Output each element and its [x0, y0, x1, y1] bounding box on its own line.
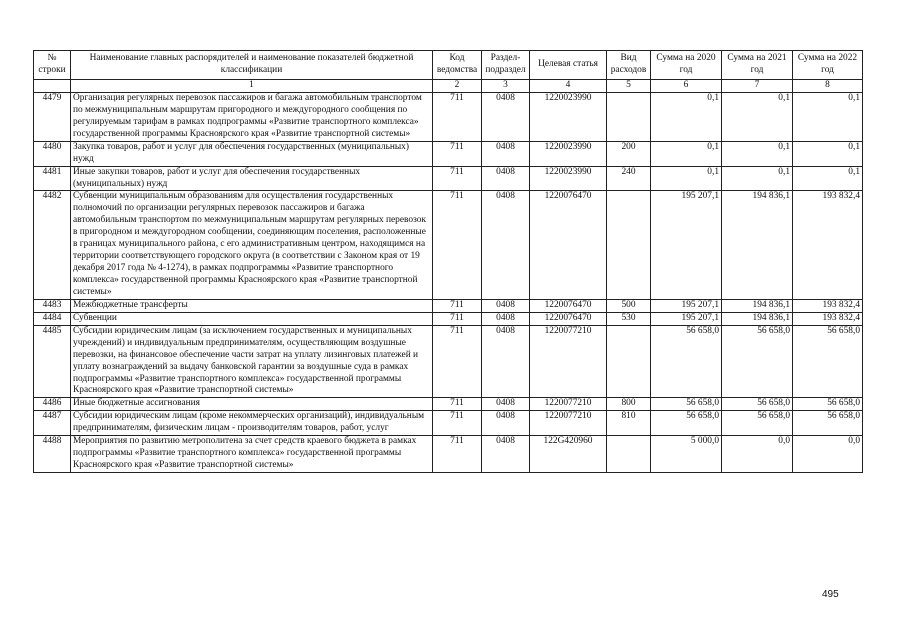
header-sum-2020: Сумма на 2020 год	[651, 51, 722, 80]
target-article-cell: 1220023990	[530, 166, 607, 191]
item-name-cell: Закупка товаров, работ и услуг для обеспечения государственных (муниципальных) нужд	[71, 141, 433, 166]
target-article-cell: 1220023990	[530, 92, 607, 141]
sum-2021-cell: 56 658,0	[722, 411, 793, 436]
table-row	[34, 92, 863, 141]
sum-2022-cell: 56 658,0	[793, 325, 863, 398]
sum-2022-cell: 193 832,4	[793, 191, 863, 299]
target-article-cell: 1220023990	[530, 141, 607, 166]
row-number-cell: 4484	[34, 312, 71, 325]
sum-2020-cell: 195 207,1	[651, 191, 722, 299]
expense-type-cell: 240	[607, 166, 651, 191]
section-cell: 0408	[482, 312, 530, 325]
row-number-cell: 4481	[34, 166, 71, 191]
target-article-cell: 1220077210	[530, 325, 607, 398]
section-cell: 0408	[482, 299, 530, 312]
item-name-cell: Межбюджетные трансферты	[71, 299, 433, 312]
numbering-cell	[34, 80, 71, 93]
sum-2021-cell: 194 836,1	[722, 299, 793, 312]
item-name-cell: Субвенции муниципальным образованиям для осуществления государственных полномочий по организации регулярных перевозок пассажиров и багажа автомобильным транспортом по межмуниципальным маршрутам регулярных перевозок в пригородном и междугородном сообщении, соединяющим поселения, расположенные в границах муниципального района, с его административным центром, находящимся на территории соответствующего городского округа (в соответствии с Законом края от 19 декабря 2017 года № 4-1274), в рамках подпрограммы «Развитие транспортного комплекса» государственной программы Красноярского края «Развитие транспортной системы»	[71, 191, 433, 299]
row-number-cell: 4488	[34, 436, 71, 473]
section-cell: 0408	[482, 141, 530, 166]
table-row	[34, 411, 863, 436]
sum-2022-cell: 193 832,4	[793, 299, 863, 312]
dept-code-cell: 711	[433, 299, 482, 312]
item-name-cell: Субсидии юридическим лицам (за исключением государственных и муниципальных учреждений) и индивидуальным предпринимателям, осуществляющим воздушные перевозки, на финансовое обеспечение части затрат на уплату лизинговых платежей и уплату вознаграждений за выдачу банковской гарантии за воздушные суда в рамках подпрограммы «Развитие транспортного комплекса» государственной программы Красноярского края «Развитие транспортной системы»	[71, 325, 433, 398]
target-article-cell: 1220076470	[530, 191, 607, 299]
section-cell: 0408	[482, 436, 530, 473]
target-article-cell: 1220077210	[530, 411, 607, 436]
expense-type-cell	[607, 436, 651, 473]
row-number-cell: 4487	[34, 411, 71, 436]
sum-2022-cell: 193 832,4	[793, 312, 863, 325]
numbering-row	[34, 80, 863, 93]
header-row-number: № строки	[34, 51, 71, 80]
section-cell: 0408	[482, 166, 530, 191]
expense-type-cell	[607, 92, 651, 141]
sum-2022-cell: 56 658,0	[793, 398, 863, 411]
table-row	[34, 436, 863, 473]
header-sum-2022: Сумма на 2022 год	[793, 51, 863, 80]
table-row	[34, 325, 863, 398]
table-row	[34, 166, 863, 191]
item-name-cell: Организация регулярных перевозок пассажиров и багажа автомобильным транспортом по межмуниципальным маршрутам пригородного и междугородного сообщения по регулируемым тарифам в рамках подпрограммы «Развитие транспортного комплекса» государственной программы Красноярского края «Развитие транспортной системы»	[71, 92, 433, 141]
dept-code-cell: 711	[433, 166, 482, 191]
expense-type-cell: 200	[607, 141, 651, 166]
header-name: Наименование главных распорядителей и наименование показателей бюджетной классификации	[71, 51, 433, 80]
item-name-cell: Субсидии юридическим лицам (кроме некоммерческих организаций), индивидуальным предпринимателям, физическим лицам - производителям товаров, работ, услуг	[71, 411, 433, 436]
sum-2022-cell: 0,1	[793, 166, 863, 191]
target-article-cell: 1220077210	[530, 398, 607, 411]
sum-2022-cell: 0,0	[793, 436, 863, 473]
numbering-cell: 4	[530, 80, 607, 93]
expense-type-cell	[607, 191, 651, 299]
table-row	[34, 141, 863, 166]
numbering-cell: 5	[607, 80, 651, 93]
row-number-cell: 4480	[34, 141, 71, 166]
sum-2021-cell: 194 836,1	[722, 191, 793, 299]
table-row	[34, 312, 863, 325]
section-cell: 0408	[482, 411, 530, 436]
section-cell: 0408	[482, 92, 530, 141]
row-number-cell: 4482	[34, 191, 71, 299]
table-body	[34, 92, 863, 472]
numbering-cell: 1	[71, 80, 433, 93]
numbering-cell: 2	[433, 80, 482, 93]
sum-2022-cell: 0,1	[793, 141, 863, 166]
sum-2020-cell: 0,1	[651, 141, 722, 166]
table-header	[34, 51, 863, 93]
table-row	[34, 398, 863, 411]
sum-2021-cell: 56 658,0	[722, 398, 793, 411]
sum-2020-cell: 56 658,0	[651, 325, 722, 398]
numbering-cell: 7	[722, 80, 793, 93]
sum-2020-cell: 56 658,0	[651, 411, 722, 436]
row-number-cell: 4479	[34, 92, 71, 141]
dept-code-cell: 711	[433, 191, 482, 299]
expense-type-cell: 530	[607, 312, 651, 325]
sum-2021-cell: 0,1	[722, 141, 793, 166]
section-cell: 0408	[482, 398, 530, 411]
sum-2020-cell: 56 658,0	[651, 398, 722, 411]
sum-2020-cell: 195 207,1	[651, 299, 722, 312]
sum-2022-cell: 56 658,0	[793, 411, 863, 436]
expense-type-cell: 810	[607, 411, 651, 436]
header-sum-2021: Сумма на 2021 год	[722, 51, 793, 80]
row-number-cell: 4486	[34, 398, 71, 411]
expense-type-cell	[607, 325, 651, 398]
expense-type-cell: 800	[607, 398, 651, 411]
sum-2020-cell: 0,1	[651, 92, 722, 141]
numbering-cell: 8	[793, 80, 863, 93]
dept-code-cell: 711	[433, 312, 482, 325]
section-cell: 0408	[482, 191, 530, 299]
dept-code-cell: 711	[433, 398, 482, 411]
page-number: 495	[822, 589, 839, 600]
sum-2022-cell: 0,1	[793, 92, 863, 141]
sum-2021-cell: 0,0	[722, 436, 793, 473]
row-number-cell: 4485	[34, 325, 71, 398]
sum-2020-cell: 0,1	[651, 166, 722, 191]
sum-2020-cell: 195 207,1	[651, 312, 722, 325]
sum-2021-cell: 56 658,0	[722, 325, 793, 398]
dept-code-cell: 711	[433, 411, 482, 436]
header-expense-type: Вид расходов	[607, 51, 651, 80]
section-cell: 0408	[482, 325, 530, 398]
target-article-cell: 1220076470	[530, 312, 607, 325]
sum-2021-cell: 0,1	[722, 92, 793, 141]
dept-code-cell: 711	[433, 141, 482, 166]
dept-code-cell: 711	[433, 325, 482, 398]
budget-table	[33, 50, 863, 473]
header-dept-code: Код ведомства	[433, 51, 482, 80]
sum-2020-cell: 5 000,0	[651, 436, 722, 473]
expense-type-cell: 500	[607, 299, 651, 312]
sum-2021-cell: 194 836,1	[722, 312, 793, 325]
header-target-article: Целевая статья	[530, 51, 607, 80]
table-row	[34, 299, 863, 312]
dept-code-cell: 711	[433, 436, 482, 473]
header-section: Раздел-подраздел	[482, 51, 530, 80]
header-row	[34, 51, 863, 80]
numbering-cell: 3	[482, 80, 530, 93]
item-name-cell: Иные бюджетные ассигнования	[71, 398, 433, 411]
row-number-cell: 4483	[34, 299, 71, 312]
target-article-cell: 1220076470	[530, 299, 607, 312]
dept-code-cell: 711	[433, 92, 482, 141]
item-name-cell: Субвенции	[71, 312, 433, 325]
target-article-cell: 122G420960	[530, 436, 607, 473]
sum-2021-cell: 0,1	[722, 166, 793, 191]
numbering-cell: 6	[651, 80, 722, 93]
item-name-cell: Иные закупки товаров, работ и услуг для обеспечения государственных (муниципальных) нужд	[71, 166, 433, 191]
table-row	[34, 191, 863, 299]
item-name-cell: Мероприятия по развитию метрополитена за счет средств краевого бюджета в рамках подпрограммы «Развитие транспортного комплекса» государственной программы Красноярского края «Развитие транспортной системы»	[71, 436, 433, 473]
